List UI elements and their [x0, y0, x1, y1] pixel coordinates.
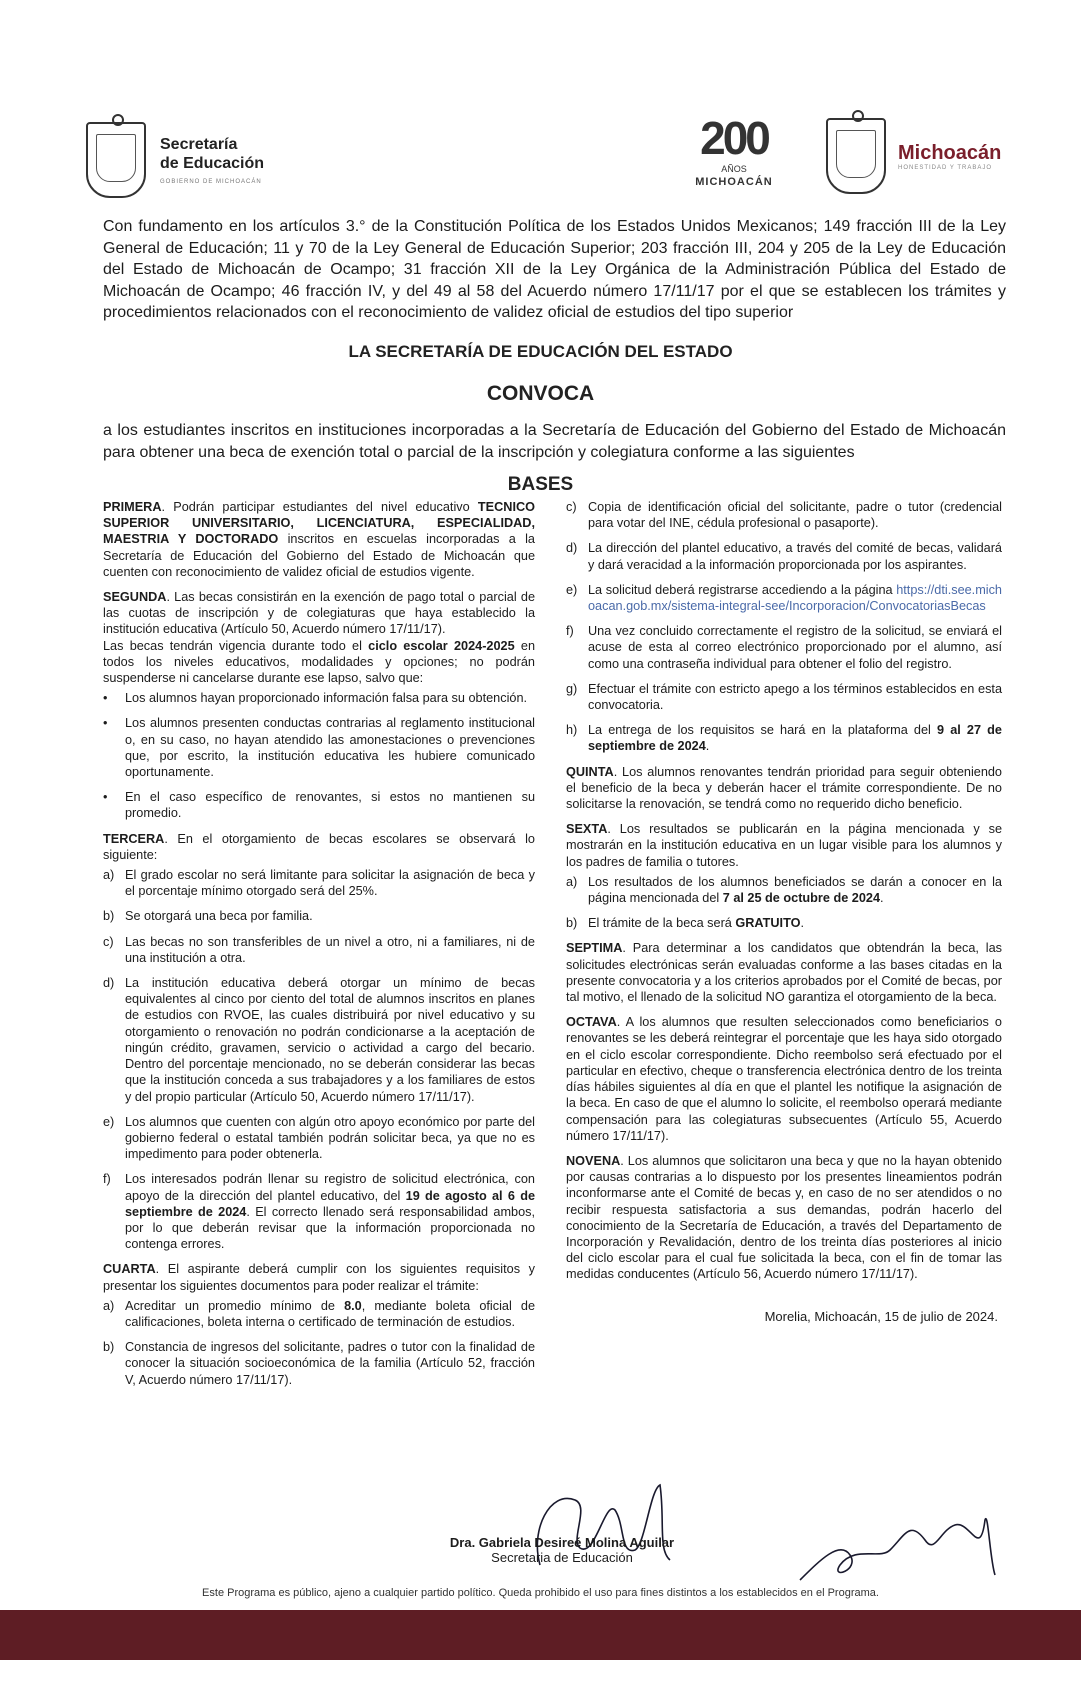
item-text: .: [800, 916, 804, 931]
list-item: [103, 867, 535, 899]
base-tercera: [103, 831, 535, 863]
bullet: •: [103, 790, 108, 805]
michoacan-shield-icon: [826, 118, 886, 194]
list-item: [566, 499, 1002, 531]
base-label: TERCERA: [103, 831, 165, 846]
base-septima: [566, 940, 1002, 1005]
base-cuarta: [103, 1261, 535, 1293]
heading-bases: BASES: [507, 474, 574, 495]
list-marker: e): [103, 1114, 115, 1129]
base-sexta: [566, 821, 1002, 870]
anniv-number: 200: [700, 112, 768, 164]
registration-link[interactable]: https://dti.see.michoacan.gob.mx/sistema-integral-see/Incorporacion/ConvocatoriasBecas: [588, 582, 1002, 614]
bicentennial-logo: [688, 112, 780, 198]
list-item-text: [588, 915, 1002, 931]
base-text: . Para determinar a los candidatos que obtendrán la beca, las solicitudes electrónicas serán evaluadas conforme a las bases citadas en la presente convocatoria y a los criterios aprobados por el Comité de becas, por tal motivo, el llenado de la solicitud NO garantiza el otorgamiento de la beca.: [566, 941, 1002, 1005]
list-item-text: Efectuar el trámite con estricto apego a los términos establecidos en esta convocatoria.: [588, 681, 1002, 713]
list-marker: b): [103, 1340, 115, 1355]
list-item: [566, 623, 1002, 672]
base-text: . Los resultados se publicarán en la página mencionada y se mostrarán en la institución educativa en un lugar visible para los alumnos y los padres de familia o tutores.: [566, 822, 1002, 869]
bases-right-column: [566, 499, 1002, 1325]
list-marker: a): [103, 1298, 115, 1313]
list-item: [103, 715, 535, 780]
edu-line2: de Educación: [160, 155, 265, 172]
anniv-place: MICHOACÁN: [695, 176, 773, 188]
base-label: NOVENA: [566, 1153, 621, 1168]
base-text: en todos los niveles educativos, modalidades y opciones; no podrán suspenderse ni cancelarse durante ese lapso, salvo que:: [103, 638, 536, 686]
list-item: [566, 874, 1002, 906]
list-item-text: La institución educativa deberá otorgar un mínimo de becas equivalentes al cinco por ciento del total de alumnos inscritos en planes de estudios con RVOE, las cuales distribuirá por nivel educativo y su otorgamiento o renovación no podrán condicionarse a la aceptación de ningún crédito, gravamen, servicio o actividad a cargo del becario. Dentro del porcentaje mencionado, no se deberán considerar las becas que la institución conceda a sus trabajadores y a los familiares de estos y del propio particular (Artículo 50, Acuerdo número 17/11/17).: [125, 976, 535, 1104]
base-novena: [566, 1153, 1002, 1283]
list-item-text: Los alumnos hayan proporcionado información falsa para su obtención.: [125, 691, 528, 706]
item-text: .: [705, 739, 710, 754]
item-bold-text: 9 al 27 de septiembre de 2024: [588, 723, 1002, 754]
footer-disclaimer: Este Programa es público, ajeno a cualquier partido político. Queda prohibido el uso para fines distintos a los establecidos en el Programa.: [202, 1587, 879, 1599]
item-text: La solicitud deberá registrarse accediendo a la página: [588, 582, 897, 597]
base-text: . En el otorgamiento de becas escolares se observará lo siguiente:: [103, 831, 535, 862]
base-text: . A los alumnos que resulten seleccionados como beneficiarios o renovantes se les deberá reintegrar el porcentaje que les haya sido otorgado en el ciclo escolar correspondiente. Dicho reembolso será efectuado por el particular en efectivo, cheque o transferencia electrónica dentro de los treinta días hábiles siguientes al día en que el plantel les notifique la asignación de la beca. En caso de que el alumno lo solicite, el reembolso operará mediante compensación para las colegiaturas subsecuentes (Artículo 55, Acuerdo número 17/11/17).: [566, 1015, 1002, 1143]
michoacan-logo: [826, 118, 1001, 194]
base-text: . Las becas consistirán en la exención de pago total o parcial de las cuotas de inscripción y de colegiaturas que haya establecido la institución educativa (Artículo 50, Acuerdo número 17/11/17).: [103, 590, 535, 637]
base-primera: [103, 499, 535, 580]
heading-secretaria: LA SECRETARÍA DE EDUCACIÓN DEL ESTADO: [348, 342, 733, 361]
list-item-text: Se otorgará una beca por familia.: [125, 909, 313, 924]
list-item-text: En el caso específico de renovantes, si estos no mantienen su promedio.: [125, 790, 535, 821]
list-item: [103, 1171, 535, 1252]
edu-line1: Secretaría: [160, 136, 238, 153]
bullet: •: [103, 716, 108, 731]
list-marker: a): [566, 874, 578, 889]
item-text: Los resultados de los alumnos beneficiados se darán a conocer en la página mencionada del: [588, 874, 1002, 906]
list-item-text: [125, 1298, 535, 1330]
list-marker: f): [103, 1172, 111, 1187]
list-item: [103, 934, 535, 966]
list-item: [566, 915, 1002, 931]
item-text: El trámite de la beca será: [588, 916, 736, 931]
item-text: . El correcto llenado será responsabilidad ambos, por lo que deberán revisar que la información proporcionada no contenga errores.: [125, 1204, 536, 1252]
bases-left-column: [103, 499, 535, 1397]
list-marker: f): [566, 624, 574, 639]
base-quinta: [566, 764, 1002, 813]
list-marker: d): [103, 976, 115, 991]
list-item-text: Copia de identificación oficial del solicitante, padre o tutor (credencial para votar del INE, cédula profesional o pasaporte).: [588, 500, 1002, 531]
place-date: Morelia, Michoacán, 15 de julio de 2024.: [764, 1308, 998, 1324]
list-item: [103, 1114, 535, 1163]
base-label: OCTAVA: [566, 1015, 617, 1030]
list-item-text: Los alumnos presenten conductas contrarias al reglamento institucional o, en su caso, no hayan atendido las amonestaciones o prevenciones que, por escrito, la institución educativa les hubiere comunicado oportunamente.: [125, 716, 535, 780]
signer-name: Dra. Gabriela Desireé Molina Aguilar: [449, 1535, 675, 1550]
list-item: [103, 908, 535, 924]
list-item-text: [588, 874, 1002, 906]
base-text: . Los alumnos que solicitaron una beca y que no la hayan obtenido por causas contrarias a lo dispuesto por los presentes lineamientos podrán inconformarse ante el Comité de becas y, en caso de no ser atendidos o no recibir respuesta satisfactoria a sus demandas, podrán hacerlo del conocimiento de la Secretaría de Educación, a través del Departamento de Incorporación y Revalidación, dentro de los treinta días posteriores al inicio del ciclo escolar para el cual fue solicitada la beca, con el fin de tomar las medidas conducentes (Artículo 56, Acuerdo número 17/11/17).: [566, 1153, 1002, 1282]
list-item-text: Las becas no son transferibles de un nivel a otro, ni a familiares, ni de una institución a otra.: [125, 934, 535, 965]
list-item-text: [588, 722, 1002, 754]
list-item: [103, 690, 535, 706]
list-item: [566, 540, 1002, 572]
list-item-text: [125, 1171, 535, 1252]
item-bold-text: GRATUITO: [735, 916, 801, 931]
list-marker: d): [566, 541, 578, 556]
list-item-text: Constancia de ingresos del solicitante, padres o tutor con la finalidad de conocer la situación socioeconómica de la familia (Artículo 52, fracción V, Acuerdo número 17/11/17).: [125, 1340, 535, 1387]
base-bold-text: TECNICO SUPERIOR UNIVERSITARIO, LICENCIATURA, ESPECIALIDAD, MAESTRIA Y DOCTORADO: [103, 500, 535, 547]
mich-name: Michoacán: [898, 141, 1002, 164]
list-item-text: [588, 582, 1002, 614]
mich-sub: HONESTIDAD Y TRABAJO: [898, 164, 993, 171]
list-item-text: El grado escolar no será limitante para solicitar la asignación de beca y el porcentaje mínimo otorgado será del 25%.: [125, 868, 535, 899]
list-item: [103, 1339, 535, 1388]
item-bold-text: 8.0: [344, 1298, 362, 1313]
secretaria-educacion-logo: [86, 122, 264, 198]
base-label: SEGUNDA: [103, 590, 167, 605]
list-item: [103, 975, 535, 1105]
item-bold-text: 19 de agosto al 6 de septiembre de 2024: [125, 1188, 535, 1219]
list-item: [566, 582, 1002, 614]
list-marker: c): [103, 934, 114, 949]
convoca-paragraph: a los estudiantes inscritos en instituciones incorporadas a la Secretaría de Educación del Gobierno del Estado de Michoacán para obtener una beca de exención total o parcial de la inscripción y colegiatura conforme a las siguientes: [103, 422, 1006, 461]
heading-convoca: CONVOCA: [486, 382, 595, 405]
bullet: •: [103, 691, 108, 706]
item-text: , mediante boleta oficial de calificaciones, boleta interna o certificado de terminación de estudios.: [125, 1298, 536, 1329]
list-item: [103, 789, 535, 821]
base-text: . El aspirante deberá cumplir con los siguientes requisitos y presentar los siguientes documentos para poder realizar el trámite:: [103, 1262, 535, 1293]
education-shield-icon: [86, 122, 146, 198]
base-label: SEPTIMA: [566, 941, 623, 956]
base-text: . Podrán participar estudiantes del nivel educativo: [161, 500, 478, 514]
base-label: QUINTA: [566, 764, 614, 779]
list-item-text: Una vez concluido correctamente el registro de la solicitud, se enviará el acuse de esta al correo electrónico proporcionado por el alumno, así como una contraseña individual para obtener el folio del registro.: [588, 624, 1002, 671]
item-text: .: [880, 891, 884, 906]
list-marker: b): [566, 916, 578, 931]
list-item: [103, 1298, 535, 1330]
item-bold-text: 7 al 25 de octubre de 2024: [722, 891, 880, 906]
second-signature-mark: [790, 1500, 1010, 1590]
list-marker: h): [566, 723, 578, 738]
edu-sub: GOBIERNO DE MICHOACÁN: [160, 179, 262, 185]
list-marker: g): [566, 681, 578, 696]
list-marker: c): [566, 500, 577, 514]
list-item-text: Los alumnos que cuenten con algún otro apoyo económico por parte del gobierno federal o estatal también podrán solicitar beca, ya que no es impedimento para poder obtenerla.: [125, 1114, 535, 1162]
base-octava: [566, 1014, 1002, 1144]
signer-block: [412, 1535, 712, 1565]
list-marker: b): [103, 909, 115, 924]
signer-role: Secretaria de Educación: [491, 1550, 633, 1565]
list-marker: e): [566, 582, 578, 597]
base-text: . Los alumnos renovantes tendrán prioridad para seguir obteniendo el beneficio de la beca y deberán hacer el trámite correspondiente. De no solicitarse la renovación, se tendrá como no requerido dicho beneficio.: [566, 764, 1002, 812]
footer-band: [0, 1610, 1081, 1660]
anniv-anos: AÑOS: [721, 164, 747, 174]
intro-paragraph: Con fundamento en los artículos 3.° de la Constitución Política de los Estados Unidos Mexicanos; 149 fracción III de la Ley General de Educación; 11 y 70 de la Ley General de Educación Superior; 203 fracción III, 204 y 205 de la Ley de Educación del Estado de Michoacán de Ocampo; 31 fracción XII de la Ley Orgánica de la Administración Pública del Estado de Michoacán de Ocampo; 46 fracción IV, y del 49 al 58 del Acuerdo número 17/11/17 por el que se establecen los trámites y procedimientos relacionados con el reconocimiento de validez oficial de estudios del tipo superior: [103, 218, 1006, 321]
base-label: PRIMERA: [103, 500, 162, 514]
base-text: Las becas tendrán vigencia durante todo el: [103, 638, 369, 653]
secretaria-educacion-wordmark: [160, 135, 264, 185]
item-text: La entrega de los requisitos se hará en la plataforma del: [588, 723, 937, 738]
list-marker: a): [103, 868, 115, 883]
list-item: [566, 681, 1002, 713]
michoacan-wordmark: [898, 142, 1001, 171]
base-segunda: [103, 589, 535, 686]
item-text: Acreditar un promedio mínimo de: [125, 1298, 345, 1313]
base-bold-text: ciclo escolar 2024-2025: [368, 638, 515, 653]
list-item: [566, 722, 1002, 754]
item-text: Los interesados podrán llenar su registro de solicitud electrónica, con apoyo de la dirección del plantel educativo, del: [125, 1172, 535, 1203]
base-label: SEXTA: [566, 822, 608, 837]
base-label: CUARTA: [103, 1262, 156, 1277]
list-item-text: La dirección del plantel educativo, a través del comité de becas, validará y dará veracidad a la información proporcionada por los aspirantes.: [588, 541, 1002, 572]
base-text: inscritos en escuelas incorporadas a la Secretaría de Educación del Gobierno del Estado de Michoacán que cuenten con reconocimiento de validez oficial de estudios vigente.: [103, 532, 535, 579]
